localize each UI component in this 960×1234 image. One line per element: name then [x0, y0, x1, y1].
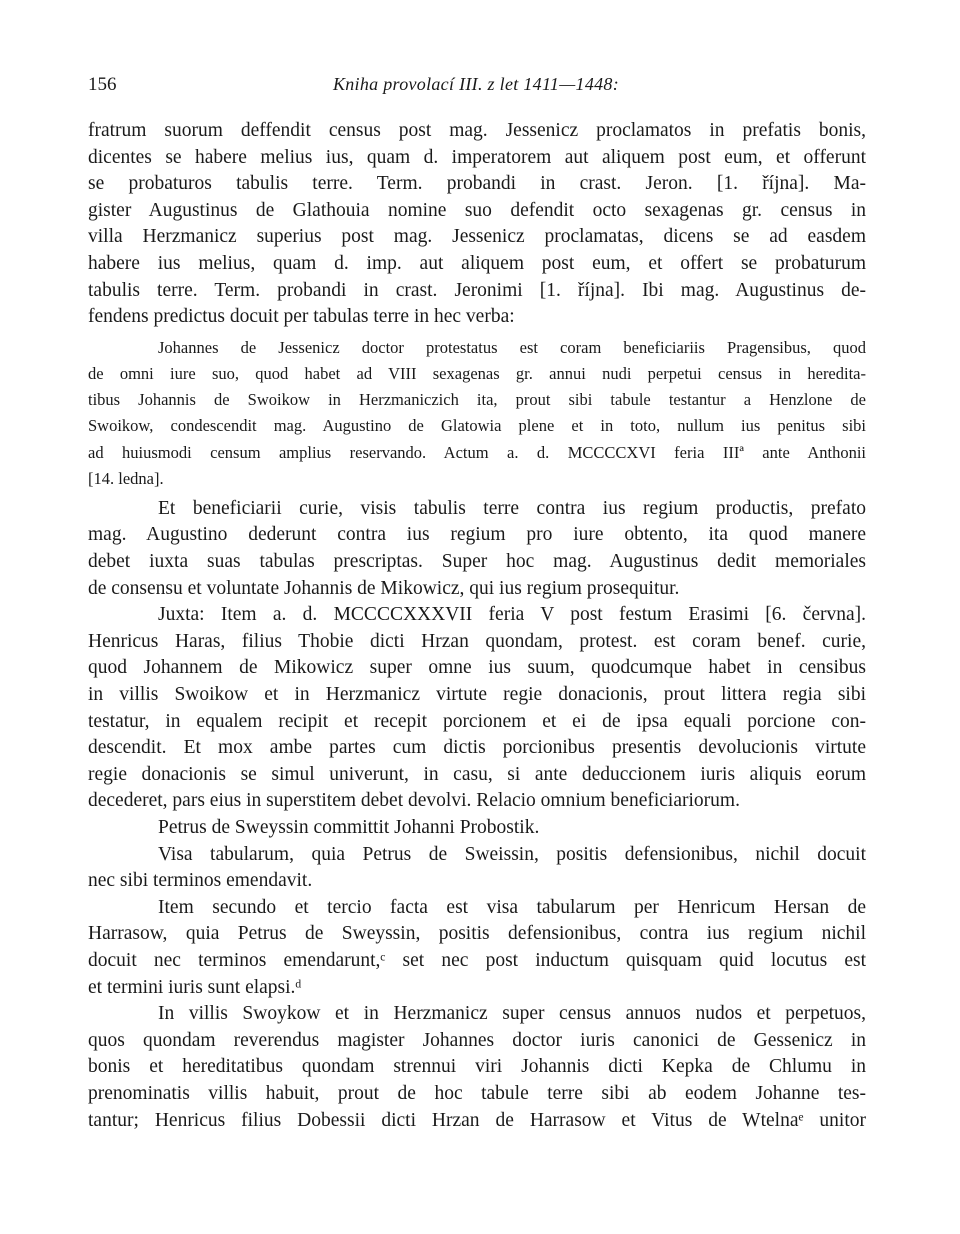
text-line: Visa tabularum, quia Petrus de Sweissin, positis defensionibus, nichil docuit: [158, 843, 866, 865]
text-line: Item secundo et tercio facta est visa tabularum per Henricum Hersan de: [158, 896, 866, 918]
text-line: in villis Swoikow et in Herzmanicz virtute regie donacionis, prout littera regia sibi: [88, 684, 866, 706]
text-line: tantur; Henricus filius Dobessii dicti Hrzan de Harrasow et Vitus de Wtelnaᵉ unitor: [88, 1109, 866, 1131]
page-number: 156: [88, 74, 117, 95]
text-line: se probaturos tabulis terre. Term. probandi in crast. Jeron. [1. října]. Ma-: [88, 173, 866, 195]
quote-line: Swoikow, condescendit mag. Augustino de Glatowia plene et in toto, nullum ius penitus sibi: [88, 416, 866, 436]
paragraph: [88, 895, 866, 1001]
text-line: de consensu et voluntate Johannis de Mikowicz, qui ius regium prosequitur.: [88, 577, 680, 599]
text-line: Et beneficiarii curie, visis tabulis terre contra ius regium productis, prefato: [158, 497, 866, 519]
text-line: Petrus de Sweyssin committit Johanni Probostik.: [158, 817, 540, 838]
quoted-record: [88, 335, 866, 492]
text-line: decederet, pars eius in superstitem debet devolvi. Relacio omnium beneficiariorum.: [88, 790, 740, 812]
quote-line: tibus Johannis de Swoikow in Herzmaniczich ita, prout sibi tabule testantur a Henzlone de: [88, 390, 866, 410]
text-line: Henricus Haras, filius Thobie dicti Hrzan quondam, protest. est coram benef. curie,: [88, 630, 866, 652]
text-line: In villis Swoykow et in Herzmanicz super census annuos nudos et perpetuos,: [158, 1003, 866, 1025]
text-line: descendit. Et mox ambe partes cum dictis porcionibus presentis devolucionis virtute: [88, 737, 866, 759]
paragraph: [88, 815, 866, 842]
text-line: fratrum suorum deffendit census post mag. Jessenicz proclamatos in prefatis bonis,: [88, 120, 866, 141]
text-line: docuit nec terminos emendarunt,ᶜ set nec post inductum quisquam quid locutus est: [88, 949, 866, 971]
body-text: [88, 118, 866, 1134]
quote-line: Johannes de Jessenicz doctor protestatus est coram beneficiariis Pragensibus, quod: [158, 337, 866, 357]
text-line: villa Herzmanicz superius post mag. Jessenicz proclamatas, dicens se ad easdem: [88, 226, 866, 248]
text-line: testatur, in equalem recipit et recepit porcionem et ei de ipsa equali porcione con-: [88, 710, 866, 732]
paragraph: [88, 496, 866, 602]
text-line: habere ius melius, quam d. imp. aut aliquem post eum, et offert se probaturum: [88, 252, 866, 274]
running-title: Kniha provolací III. z let 1411—1448:: [332, 74, 620, 94]
text-line: debet iuxta suas tabulas prescriptas. Super hoc mag. Augustinus dedit memoriales: [88, 551, 866, 573]
text-line: et termini iuris sunt elapsi.ᵈ: [88, 976, 302, 998]
quote-line: ad huiusmodi censum amplius reservando. Actum a. d. MCCCCXVI feria IIIª ante Anthonii: [88, 442, 866, 462]
quote-line: de omni iure suo, quod habet ad VIII sexagenas gr. annui nudi perpetui census in heredita-: [88, 363, 866, 383]
text-line: quos quondam reverendus magister Johannes doctor iuris canonici de Gessenicz in: [88, 1029, 866, 1051]
text-line: Juxta: Item a. d. MCCCCXXXVII feria V post festum Erasimi [6. června].: [158, 604, 866, 626]
text-line: quod Johannem de Mikowicz super omne ius suum, quodcumque habet in censibus: [88, 657, 866, 679]
paragraph: [88, 842, 866, 895]
text-line: prenominatis villis habuit, prout de hoc tabule terre sibi ab eodem Johanne tes-: [88, 1082, 866, 1104]
text-line: dicentes se habere melius ius, quam d. imperatorem aut aliquem post eum, et offerunt: [88, 146, 866, 168]
paragraph: [88, 118, 866, 331]
text-line: bonis et hereditatibus quondam strennui viri Johannis dicti Kepka de Chlumu in: [88, 1056, 866, 1078]
text-line: Harrasow, quia Petrus de Sweyssin, positis defensionibus, contra ius regium nichil: [88, 923, 866, 945]
text-line: nec sibi terminos emendavit.: [88, 870, 313, 892]
text-line: tabulis terre. Term. probandi in crast. Jeronimi [1. října]. Ibi mag. Augustinus de-: [88, 279, 866, 301]
text-line: mag. Augustino dederunt contra ius regium pro iure obtento, ita quod manere: [88, 524, 866, 546]
text-line: fendens predictus docuit per tabulas terre in hec verba:: [88, 306, 515, 328]
quote-line: [14. ledna].: [88, 468, 164, 488]
page-header: [88, 74, 864, 100]
text-line: regie donacionis se simul univerunt, in casu, si ante deduccionem iuris aliquis eorum: [88, 763, 866, 785]
paragraph: [88, 1001, 866, 1134]
paragraph: [88, 602, 866, 815]
text-line: gister Augustinus de Glathouia nomine suo defendit octo sexagenas gr. census in: [88, 199, 866, 221]
